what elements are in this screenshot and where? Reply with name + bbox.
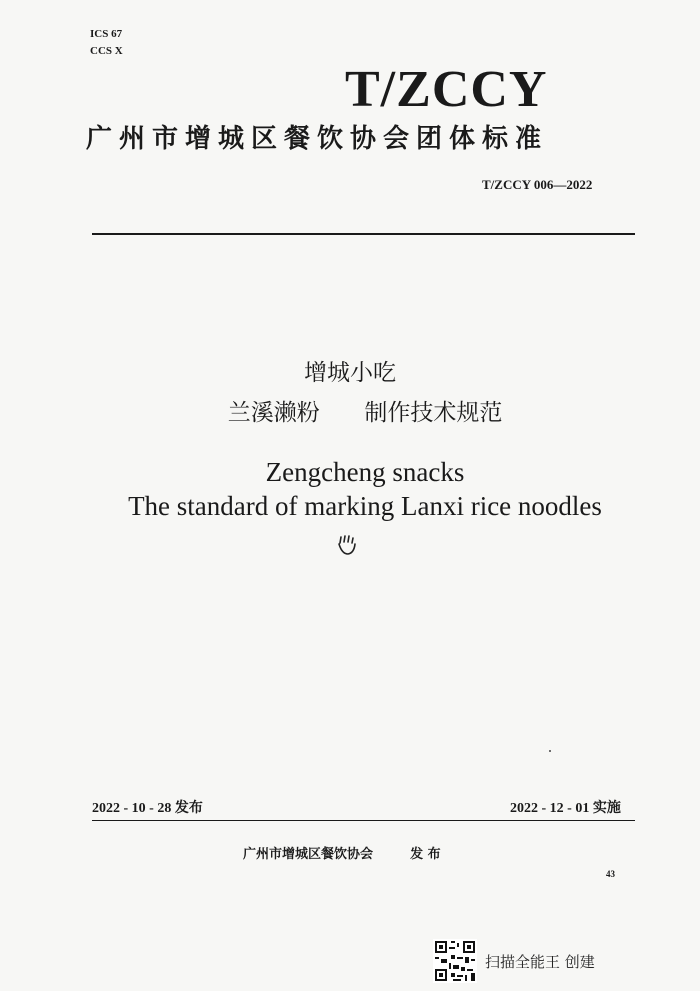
- title-en-line-1: Zengcheng snacks: [265, 457, 465, 487]
- title-cn-line-1: 增城小吃: [304, 360, 396, 386]
- watermark-text: 扫描全能王 创建: [485, 952, 595, 971]
- qr-code-icon: [433, 939, 477, 983]
- classification-codes: [90, 26, 123, 60]
- title-en-line-2: The standard of marking Lanxi rice noodles: [128, 491, 602, 521]
- issue-date: 2022 - 10 - 28 发布: [92, 801, 203, 816]
- header-divider: [92, 233, 635, 235]
- ics-code: ICS 67: [90, 28, 123, 40]
- scanner-watermark: [433, 939, 595, 983]
- title-cn-line-2-part-b: 制作技术规范: [364, 400, 503, 426]
- organization-standard-title: 广州市增城区餐饮协会团体标准: [86, 124, 549, 154]
- issuer-action: 发 布: [410, 847, 441, 862]
- footer-divider: [92, 820, 635, 821]
- scan-speck: [549, 750, 551, 752]
- issuer-name: 广州市增城区餐饮协会: [243, 847, 374, 862]
- standard-number: T/ZCCY 006—2022: [482, 177, 593, 192]
- standard-series-logo: T/ZCCY: [345, 61, 548, 118]
- issuer-line: [243, 843, 441, 862]
- title-cn-line-2-part-a: 兰溪濑粉: [227, 400, 320, 426]
- hand-stamp-icon: [336, 534, 358, 556]
- page-mark: 43: [606, 869, 615, 879]
- ccs-code: CCS X: [90, 45, 123, 57]
- implementation-date: 2022 - 12 - 01 实施: [510, 801, 621, 816]
- title-cn-line-2: [0, 398, 700, 428]
